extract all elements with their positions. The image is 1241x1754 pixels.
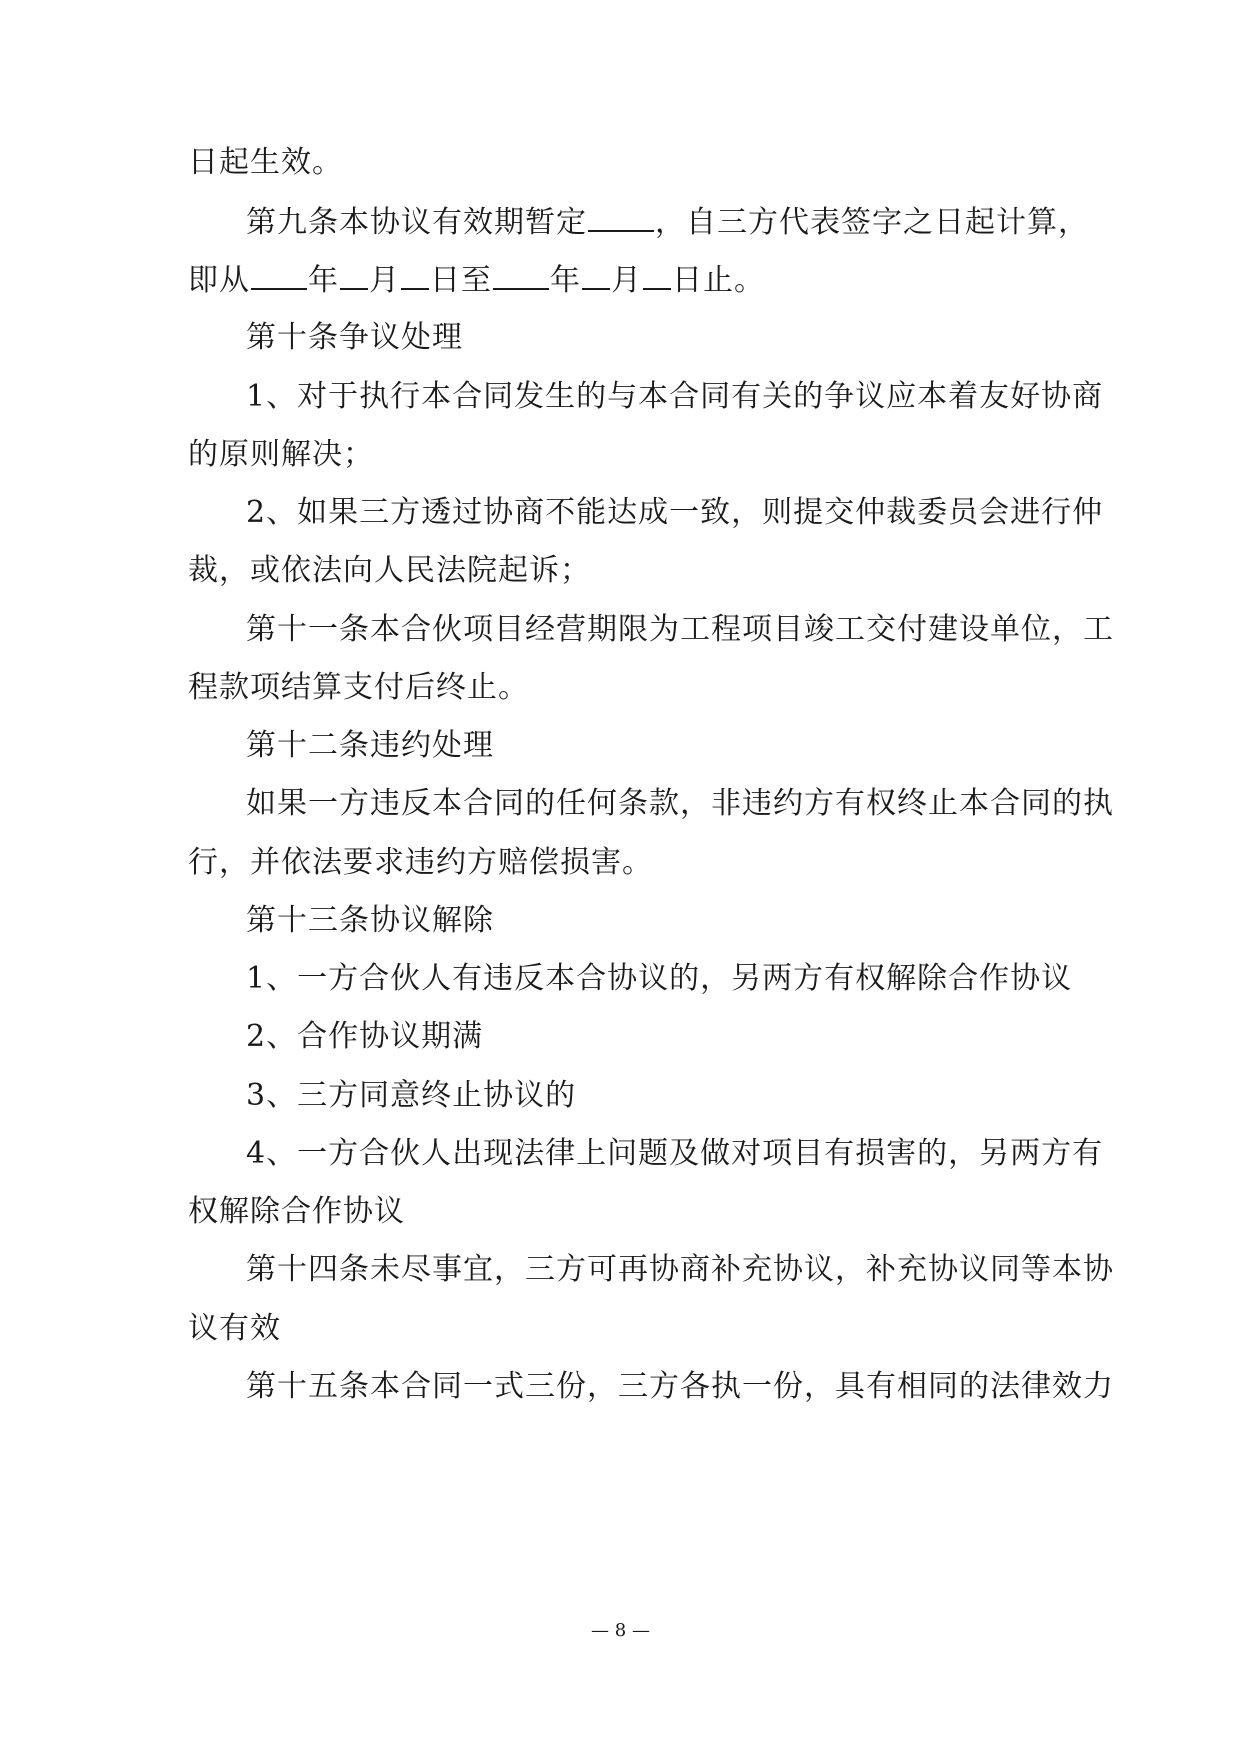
paragraph-line: 程款项结算支付后终止。 [188,670,529,705]
text-fragment: 年 [308,263,339,298]
text-fragment: 月 [611,263,642,298]
paragraph-line: 3、三方同意终止协议的 [246,1078,577,1113]
paragraph-line: 2、如果三方透过协商不能达成一致，则提交仲裁委员会进行仲 [246,495,1104,530]
text-fragment: ，自三方代表签字之日起计算， [655,205,1089,240]
paragraph-line: 裁，或依法向人民法院起诉； [188,553,591,588]
paragraph-line: 第十四条未尽事宜，三方可再协商补充协议，补充协议同等本协 [246,1252,1114,1287]
paragraph-line: 1、一方合伙人有违反本合协议的，另两方有权解除合作协议 [246,961,1073,996]
blank-underline [588,202,654,232]
text-fragment: 月 [369,263,400,298]
article-9-line-2 [188,260,765,301]
text-fragment: 日至 [430,263,492,298]
paragraph-line: 的原则解决； [188,437,374,472]
section-heading: 第十二条违约处理 [246,728,494,763]
paragraph-line: 如果一方违反本合同的任何条款，非违约方有权终止本合同的执 [246,786,1114,821]
paragraph-line: 第十一条本合伙项目经营期限为工程项目竣工交付建设单位，工 [246,612,1114,647]
text-fragment: 即从 [188,263,250,298]
paragraph-line: 4、一方合伙人出现法律上问题及做对项目有损害的，另两方有 [246,1136,1104,1171]
text-fragment: 日起生效。 [188,145,343,180]
blank-underline [643,260,671,290]
blank-underline [493,260,549,290]
text-fragment: 日止。 [672,263,765,298]
paragraph-line: 议有效 [188,1311,281,1346]
paragraph-line: 权解除合作协议 [188,1194,405,1229]
section-heading: 第十条争议处理 [246,320,463,355]
blank-underline [340,260,368,290]
text-fragment: 第九条本协议有效期暂定 [246,205,587,240]
paragraph-line: 1、对于执行本合同发生的与本合同有关的争议应本着友好协商 [246,379,1104,414]
paragraph-line [188,143,343,183]
paragraph-line: 2、合作协议期满 [246,1019,484,1054]
blank-underline [582,260,610,290]
blank-underline [401,260,429,290]
blank-underline [251,260,307,290]
section-heading: 第十三条协议解除 [246,903,494,938]
paragraph-line: 行，并依法要求违约方赔偿损害。 [188,845,653,880]
text-fragment: 年 [550,263,581,298]
article-9-line-1 [246,202,1089,243]
paragraph-line: 第十五条本合同一式三份，三方各执一份，具有相同的法律效力 [246,1369,1114,1404]
page-number: — 8 — [591,1620,650,1641]
